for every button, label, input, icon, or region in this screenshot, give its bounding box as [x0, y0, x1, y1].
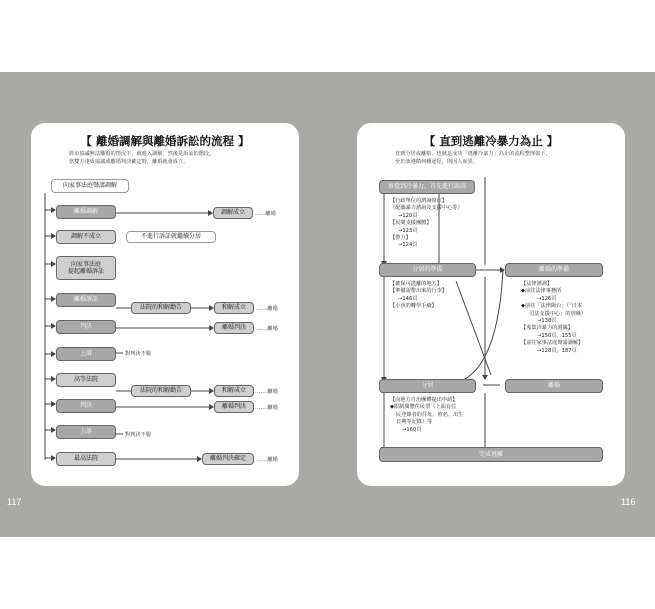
consult-line-3: →120頁	[398, 212, 418, 219]
left-page-number: 117	[7, 497, 22, 507]
consult-line-2: （配偶暴力諮詢及支援中心等）	[390, 205, 463, 212]
div-line-4: ◆前往「法律陽台」（「日本	[521, 303, 583, 310]
mediation-box: 離婚調解	[56, 205, 116, 219]
right-intro-line-1: 直到分居或離婚，也就是成功「逃離冷暴力」為止的流程整理如下，	[395, 151, 551, 157]
right-page-number: 116	[621, 497, 636, 507]
after-sep-block	[390, 397, 490, 434]
div-line-5: 司法支援中心」的別稱）	[529, 310, 587, 317]
judgment-1-box: 判決	[56, 320, 116, 334]
sep-line-3: →146頁	[398, 295, 418, 302]
left-intro-line-2: 當雙方達成協議或離婚判決確定時，離婚就會成立。	[69, 159, 189, 165]
sep-line-1: 【確保可逃離的地方】	[390, 281, 442, 287]
div-line-7: 【蒐集冷暴力的證據】	[521, 325, 573, 332]
divorce-box: 離婚	[505, 379, 603, 393]
final-judgment-box: 離婚判決確定	[202, 453, 254, 465]
divorce-note-2: ……離婚	[257, 306, 278, 312]
separation-prep-box: 分居的準備	[379, 263, 476, 277]
separation-box: 分居	[379, 379, 476, 393]
notice-box: 察覺到冷暴力，首先進行諮詢	[379, 180, 475, 194]
left-intro-line-1: 經由協議無法離婚的情況下，就進入調解，然後是訴訟的階段。	[69, 151, 215, 157]
sep-line-2: 【準備需帶出來的行李】	[390, 288, 448, 295]
sep-block	[390, 281, 490, 311]
divorce-note-1: ……離婚	[255, 211, 276, 217]
divorce-note-6: ……離婚	[257, 457, 278, 463]
consult-line-5: →123頁	[398, 227, 418, 234]
divorce-prep-box: 離婚的準備	[505, 263, 603, 277]
appeal-note-1: 對判決不服	[125, 351, 151, 357]
court-advice-2-box: 法院的和解勸告	[131, 385, 191, 397]
judgment-2-box: 判決	[56, 399, 116, 413]
high-court-box: 高等法院	[56, 373, 116, 387]
petition-box: 向家事法庭聲請調解	[51, 179, 129, 193]
mediation-success-box: 調解成立	[213, 207, 253, 219]
mediation-fail-box: 調解不成立	[56, 230, 116, 244]
lawsuit-box: 離婚訴訟	[56, 293, 116, 307]
consult-line-4: 【民間支援團體】	[390, 220, 432, 227]
consult-block	[390, 198, 490, 250]
div-block	[521, 281, 621, 355]
right-intro-line-2: 至於該遵循何種途徑，則因人而異。	[395, 159, 479, 165]
family-court-line-1: 向家事法庭	[70, 260, 101, 268]
right-card-title: 【 直到逃離冷暴力為止 】	[423, 134, 559, 148]
court-advice-1-box: 法院的和解勸告	[131, 302, 191, 314]
after-sep-line-3: 民登錄者的住址、姓名、出生	[396, 411, 464, 418]
div-line-10: →128頁，187頁	[537, 347, 577, 354]
appeal-note-2: 對判決不服	[125, 432, 151, 438]
consult-line-6: 【警方】	[390, 235, 411, 242]
appeal-1-box: 上訴	[56, 347, 116, 361]
consult-line-7: →124頁	[398, 242, 418, 249]
after-sep-line-1: 【向地方自治團體提出申請】	[390, 397, 458, 403]
div-line-1: 【法律諮詢】	[521, 281, 553, 287]
sep-line-4: 【小孩的轉學手續】	[390, 303, 437, 310]
family-court-box	[56, 256, 116, 280]
right-card	[357, 123, 625, 486]
after-sep-line-5: →160頁	[402, 426, 422, 433]
div-line-3: →126頁	[537, 295, 557, 302]
div-line-6: →138頁	[537, 318, 557, 325]
divorce-judgment-2-box: 離婚判決	[214, 401, 254, 413]
settlement-1-box: 和解成立	[214, 302, 254, 314]
no-suit-note-box: 不進行訴訟就繼續分居	[126, 231, 216, 243]
divorce-note-3: ……離婚	[257, 326, 278, 332]
consult-line-1: 【行政單位的諮詢窗口】	[390, 198, 448, 204]
family-court-line-2: 提起離婚訴訟	[67, 268, 104, 275]
after-sep-line-2: ◆限制閱覽住民票（上面有住	[390, 404, 457, 411]
div-line-8: →150頁，155頁	[537, 332, 577, 339]
left-card	[31, 123, 299, 486]
appeal-2-box: 上訴	[56, 425, 116, 439]
after-sep-line-4: 日期等記錄）等	[396, 419, 433, 426]
div-line-2: ◆前往法律事務所	[521, 288, 562, 295]
divorce-judgment-1-box: 離婚判決	[214, 322, 254, 334]
supreme-court-box: 最高法院	[56, 452, 116, 466]
div-line-9: 【前往家事法庭聲請調解】	[521, 340, 584, 347]
divorce-note-5: ……離婚	[257, 405, 278, 411]
divorce-note-4: ……離婚	[257, 389, 278, 395]
left-card-title: 【 離婚調解與離婚訴訟的流程 】	[80, 134, 250, 148]
settlement-2-box: 和解成立	[214, 385, 254, 397]
complete-box: 完成逃離	[379, 447, 603, 462]
